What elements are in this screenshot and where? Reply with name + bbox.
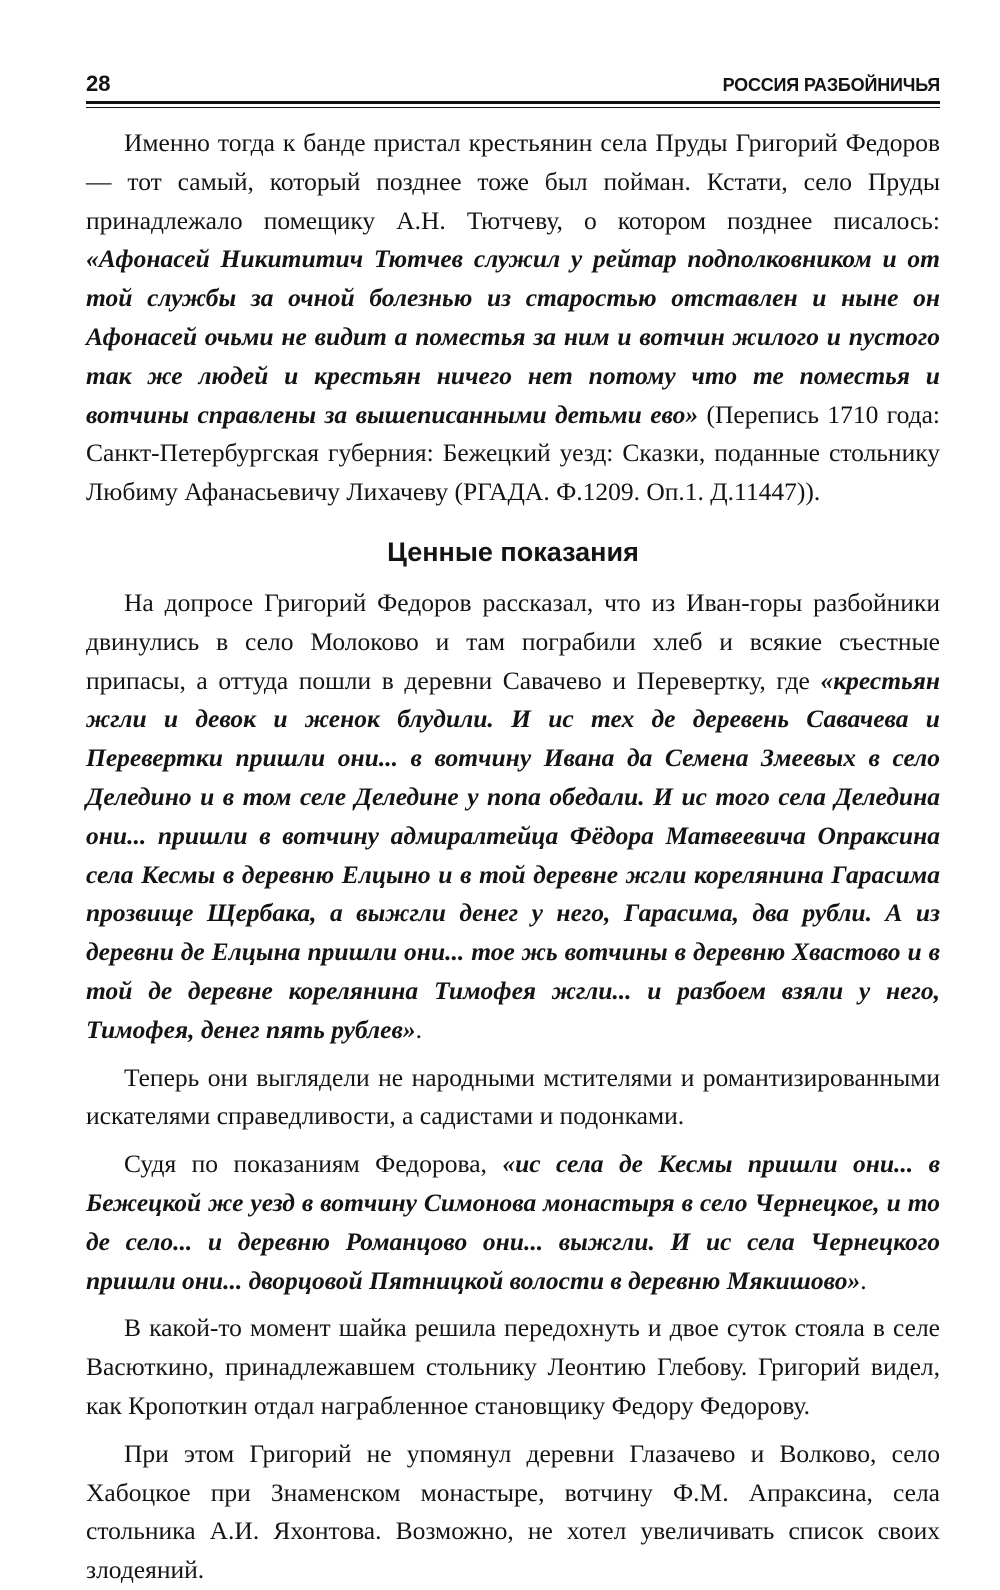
paragraph-1-text-a: Именно тогда к банде пристал крестьянин села Пруды Григорий Федоров — тот самый, который позднее тоже был пойман. Кстати, село Пруды принадлежало помещику А.Н. Тютчеву, о котором позднее писалось: <box>86 128 940 235</box>
body-text <box>86 124 940 1590</box>
paragraph-4-text-a: Судя по показаниям Федорова, <box>124 1149 503 1179</box>
page-number: 28 <box>86 71 111 96</box>
paragraph-1 <box>86 124 940 512</box>
paragraph-1-text-b: (Перепись 1710 года: Санкт-Петербургская губерния: Бежецкий уезд: Сказки, поданные стольнику Любиму Афанасьевичу Лихачеву (РГАДА. Ф.1209. Оп.1. Д.11447)). <box>86 399 940 507</box>
paragraph-1-quote: «Афонасей Никититич Тютчев служил у рейтар подполковником и от той службы за очной болезнью из старостью отставлен и ныне он Афонасей очьми не видит а поместья за ним и вотчин жилого и пустого так же людей и крестьян ничего нет потому что те поместья и вотчины справлены за вышеписанными детьми ево» <box>86 244 940 429</box>
running-title: РОССИЯ РАЗБОЙНИЧЬЯ <box>722 75 940 95</box>
paragraph-4-text-b: . <box>860 1265 867 1295</box>
paragraph-2-text-a: На допросе Григорий Федоров рассказал, что из Иван-горы разбойники двинулись в село Молоково и там пограбили хлеб и всякие съестные припасы, а оттуда пошли в деревни Савачево и Перевертку, где <box>86 587 940 695</box>
paragraph-3: Теперь они выглядели не народными мстителями и романтизированными искателями справедливости, а садистами и подонками. <box>86 1062 940 1131</box>
paragraph-4-quote: «ис села де Кесмы пришли они... в Бежецкой же уезд в вотчину Симонова монастыря в село Чернецкое, и то де село... и деревню Романцово они... выжгли. И ис села Чернецкого пришли они... дворцовой Пятницкой волости в деревню Мякишово» <box>86 1149 940 1295</box>
paragraph-6: При этом Григорий не упомянул деревни Глазачево и Волково, село Хабоцкое при Знаменском монастыре, вотчину Ф.М. Апраксина, села стольника А.И. Яхонтова. Возможно, не хотел увеличивать список своих злодеяний. <box>86 1438 940 1585</box>
section-title: Ценные показания <box>387 536 639 567</box>
paragraph-5: В какой-то момент шайка решила передохнуть и двое суток стояла в селе Васюткино, принадлежавшем стольнику Леонтию Глебову. Григорий видел, как Кропоткин отдал награбленное становщику Федору Федорову. <box>86 1313 940 1420</box>
paragraph-2-text-b: . <box>415 1014 422 1044</box>
page-header <box>86 70 940 100</box>
header-rule-thick <box>86 101 940 104</box>
paragraph-4 <box>86 1145 940 1300</box>
header-rule-thin <box>86 107 940 108</box>
paragraph-2 <box>86 584 940 1050</box>
paragraph-2-quote: «крестьян жгли и девок и женок блудили. И ис тех де деревень Савачева и Перевертки пришли они... в вотчину Ивана да Семена Змеевых в село Деледино и в том селе Деледине у попа обедали. И ис того села Деледина они... пришли в вотчину адмиралтейца Фёдора Матвеевича Опраксина села Кесмы в деревню Елцыно и в той деревне жгли корелянина Гарасима прозвище Щербака, а выжгли денег у него, Гарасима, два рубли. А из деревни де Елцына пришли они... тое жь вотчины в деревню Хвастово и в той де деревне корелянина Тимофея жгли... и разбоем взяли у него, Тимофея, денег пять рублев» <box>86 665 940 1044</box>
